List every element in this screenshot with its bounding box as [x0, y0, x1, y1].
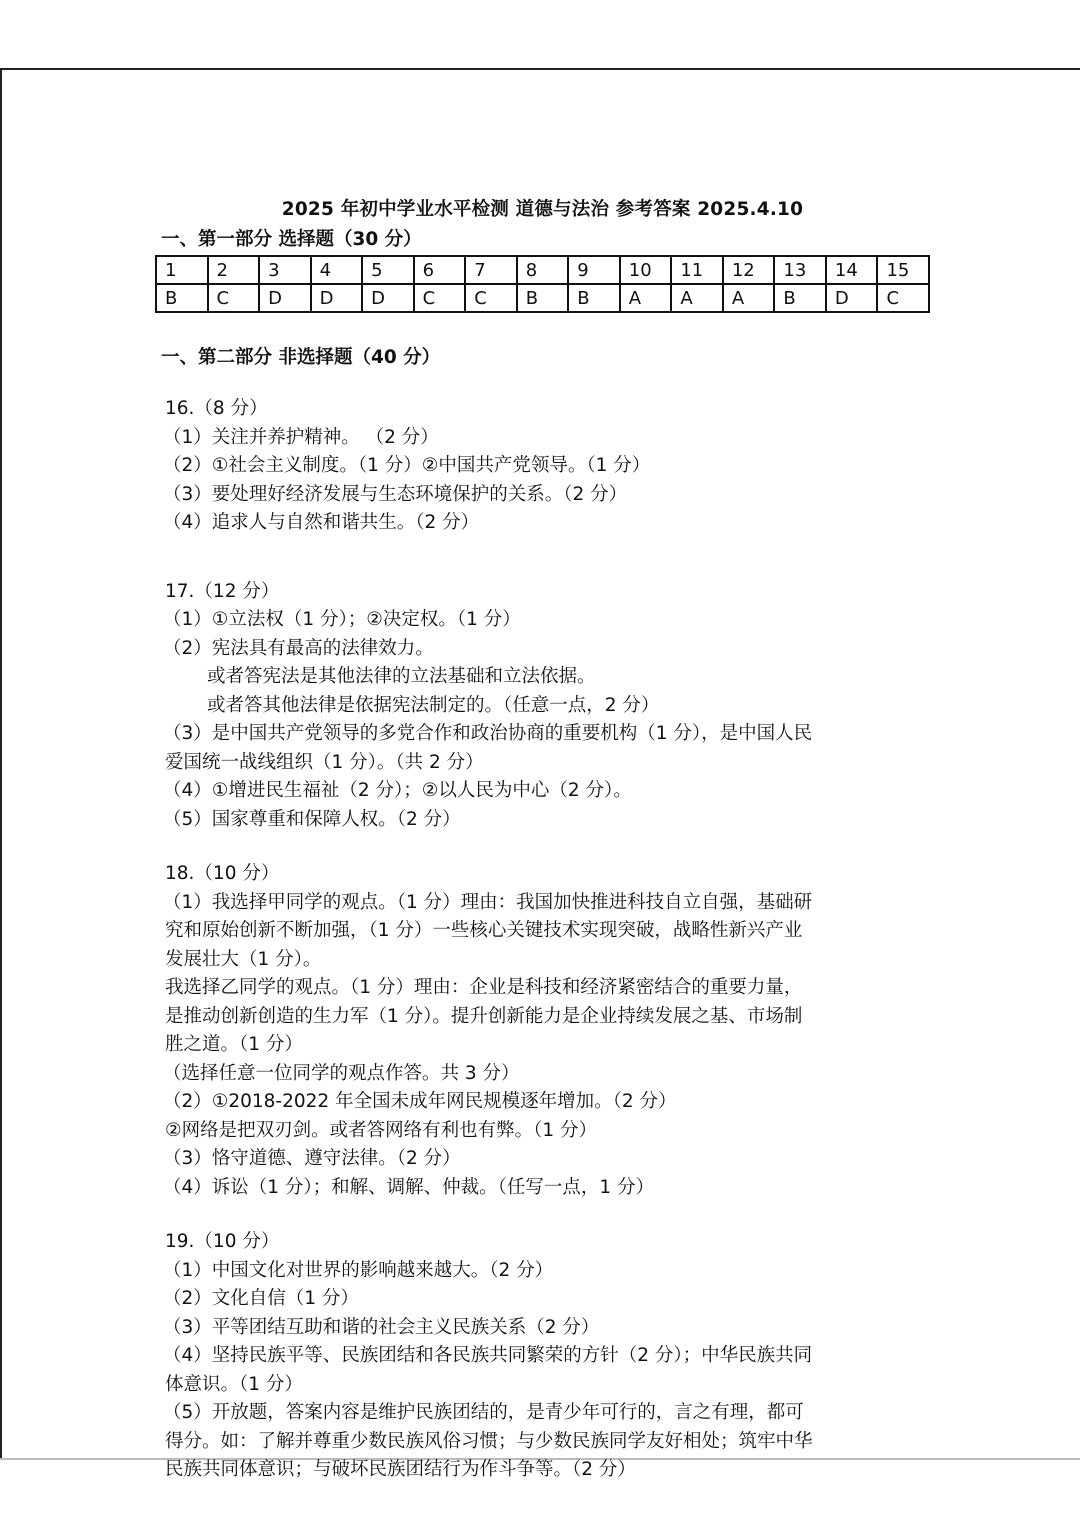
answer-letter: A — [671, 284, 723, 312]
question-number: 10 — [620, 256, 672, 284]
answer-letter: B — [517, 284, 569, 312]
answer-line: （1）我选择甲同学的观点。（1 分）理由：我国加快推进科技自立自强，基础研 — [163, 891, 813, 913]
answer-line: 民族共同体意识；与破坏民族团结行为作斗争等。（2 分） — [165, 1459, 636, 1480]
question-19-header: 19.（10 分） — [165, 1231, 280, 1252]
answer-line: （5）国家尊重和保障人权。（2 分） — [163, 808, 461, 830]
answer-line: 得分。如：了解并尊重少数民族风俗习惯；与少数民族同学友好相处；筑牢中华 — [165, 1430, 813, 1452]
question-16-header: 16.（8 分） — [165, 398, 268, 419]
answer-row — [156, 284, 929, 312]
answer-line: （4）坚持民族平等、民族团结和各民族共同繁荣的方针（2 分）；中华民族共同 — [163, 1345, 813, 1366]
answer-line: （4）追求人与自然和谐共生。（2 分） — [163, 512, 480, 533]
answer-letter: A — [723, 284, 775, 312]
question-number: 9 — [568, 256, 620, 284]
answer-line: 或者答其他法律是依据宪法制定的。（任意一点，2 分） — [207, 694, 660, 716]
answer-line: 胜之道。（1 分） — [165, 1034, 303, 1055]
page-border-left — [0, 68, 2, 1460]
question-number: 3 — [259, 256, 311, 284]
page-border-top — [0, 68, 1080, 70]
answer-letter: C — [877, 284, 929, 312]
answer-line: （2）宪法具有最高的法律效力。 — [163, 637, 434, 659]
answer-line: （1）①立法权（1 分）；②决定权。（1 分） — [163, 609, 521, 630]
document-title: 2025 年初中学业水平检测 道德与法治 参考答案 2025.4.10 — [281, 199, 804, 220]
question-number: 4 — [311, 256, 363, 284]
answer-sheet — [155, 195, 930, 1485]
answer-line: 究和原始创新不断加强，（1 分）一些核心关键技术实现突破，战略性新兴产业 — [165, 920, 803, 941]
answer-letter: C — [465, 284, 517, 312]
answer-line: ②网络是把双刃剑。或者答网络有利也有弊。（1 分） — [165, 1119, 597, 1141]
question-17-block — [155, 578, 930, 835]
answer-line: （2）①2018-2022 年全国未成年网民规模逐年增加。（2 分） — [163, 1091, 677, 1112]
answer-line: （5）开放题，答案内容是维护民族团结的，是青少年可行的，言之有理，都可 — [163, 1402, 804, 1423]
question-18-block — [155, 860, 930, 1202]
answer-line: （1）关注并养护精神。 （2 分） — [163, 426, 439, 448]
part1-heading: 一、第一部分 选择题（30 分） — [161, 229, 422, 250]
part2-heading: 一、第二部分 非选择题（40 分） — [161, 347, 441, 368]
answer-line: （2）文化自信（1 分） — [163, 1288, 359, 1309]
answer-letter: B — [774, 284, 826, 312]
choice-answer-table — [155, 255, 930, 313]
question-number: 12 — [723, 256, 775, 284]
answer-line: 发展壮大（1 分）。 — [165, 948, 322, 970]
answer-line: 是推动创新创造的生力军（1 分）。提升创新能力是企业持续发展之基、市场制 — [165, 1005, 803, 1027]
answer-line: （3）平等团结互助和谐的社会主义民族关系（2 分） — [163, 1316, 600, 1338]
answer-letter: B — [568, 284, 620, 312]
question-number: 11 — [671, 256, 723, 284]
question-number: 5 — [362, 256, 414, 284]
answer-line: （3）要处理好经济发展与生态环境保护的关系。（2 分） — [163, 483, 628, 505]
question-number: 6 — [414, 256, 466, 284]
answer-letter: D — [362, 284, 414, 312]
question-number: 13 — [774, 256, 826, 284]
answer-line: （选择任意一位同学的观点作答。共 3 分） — [163, 1062, 520, 1084]
question-number: 7 — [465, 256, 517, 284]
question-number: 14 — [826, 256, 878, 284]
question-number: 8 — [517, 256, 569, 284]
question-17-header: 17.（12 分） — [165, 580, 280, 602]
answer-letter: A — [620, 284, 672, 312]
answer-line: 爱国统一战线组织（1 分）。（共 2 分） — [165, 751, 484, 773]
answer-line: （2）①社会主义制度。（1 分）②中国共产党领导。（1 分） — [163, 455, 651, 476]
answer-line: （3）恪守道德、遵守法律。（2 分） — [163, 1148, 461, 1169]
question-16-block — [155, 395, 930, 538]
question-number: 1 — [156, 256, 208, 284]
question-number-row — [156, 256, 929, 284]
question-number: 2 — [208, 256, 260, 284]
answer-line: （4）①增进民生福祉（2 分）；②以人民为中心（2 分）。 — [163, 780, 632, 801]
answer-line: 或者答宪法是其他法律的立法基础和立法依据。 — [207, 666, 596, 687]
question-18-header: 18.（10 分） — [165, 863, 280, 884]
answer-letter: D — [826, 284, 878, 312]
question-19-block — [155, 1228, 930, 1485]
answer-line: （4）诉讼（1 分）；和解、调解、仲裁。（任写一点，1 分） — [163, 1176, 655, 1198]
answer-letter: D — [259, 284, 311, 312]
answer-line: （3）是中国共产党领导的多党合作和政治协商的重要机构（1 分），是中国人民 — [163, 723, 813, 744]
answer-letter: D — [311, 284, 363, 312]
answer-line: （1）中国文化对世界的影响越来越大。（2 分） — [163, 1259, 554, 1281]
answer-letter: C — [208, 284, 260, 312]
answer-line: 体意识。（1 分） — [165, 1373, 303, 1395]
answer-line: 我选择乙同学的观点。（1 分）理由：企业是科技和经济紧密结合的重要力量， — [165, 977, 803, 998]
answer-letter: B — [156, 284, 208, 312]
question-number: 15 — [877, 256, 929, 284]
answer-letter: C — [414, 284, 466, 312]
